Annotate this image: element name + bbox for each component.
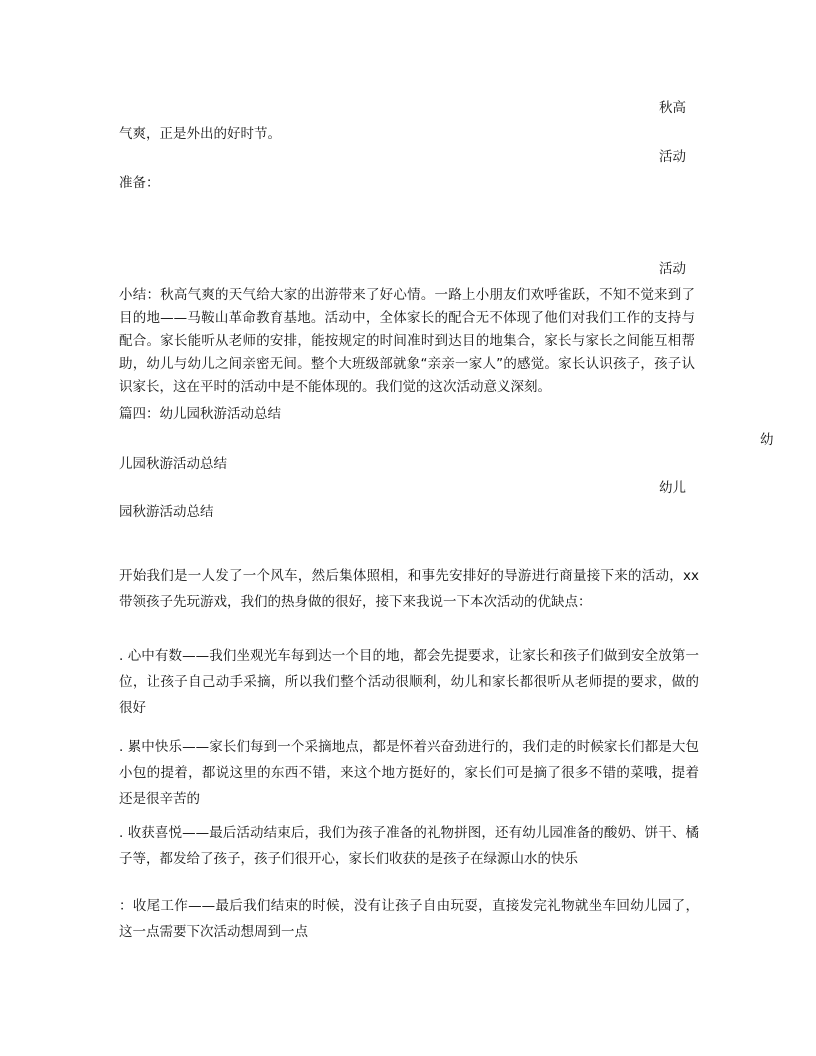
intro-paragraph: 开始我们是一人发了一个风车，然后集体照相，和事先安排好的导游进行商量接下来的活动，xx 带领孩子先玩游戏，我们的热身做的很好，接下来我说一下本次活动的优缺点： — [119, 568, 699, 610]
point-paragraph: ：收尾工作——最后我们结束的时候，没有让孩子自由玩耍，直接发完礼物就坐车回幼儿园了，这一点需要下次活动想周到一点 — [119, 898, 699, 940]
summary-paragraph: 小结：秋高气爽的天气给大家的出游带来了好心情。一路上小朋友们欢呼雀跃，不知不觉来到了目的地——马鞍山革命教育基地。活动中，全体家长的配合无不体现了他们对我们工作的支持与配合。家长能听从老师的安排，能按规定的时间准时到达目的地集合，家长与家长之间能互相帮助，幼儿与幼儿之间亲密无间。整个大班级部就象“亲亲一家人”的感觉。家长认识孩子，孩子认识家长，这在平时的活动中是不能体现的。我们觉的这次活动意义深刻。 — [119, 287, 695, 395]
text-line: 儿园秋游活动总结 — [119, 456, 227, 472]
section-heading: 篇四：幼儿园秋游活动总结 — [119, 406, 281, 422]
text-line: 准备： — [119, 175, 160, 191]
text-line: 气爽，正是外出的好时节。 — [119, 126, 281, 142]
text-line: 园秋游活动总结 — [119, 504, 214, 520]
text-fragment: 幼儿 — [659, 480, 686, 496]
text-fragment: 活动 — [659, 261, 686, 277]
text-fragment: 活动 — [659, 149, 686, 165]
text-fragment: 秋高 — [659, 100, 686, 116]
point-paragraph: . 累中快乐——家长们每到一个采摘地点，都是怀着兴奋劲进行的，我们走的时候家长们都是大包小包的提着，都说这里的东西不错，来这个地方挺好的，家长们可是摘了很多不错的菜哦，提着还是很辛苦的 — [119, 739, 699, 807]
point-paragraph: . 收获喜悦——最后活动结束后，我们为孩子准备的礼物拼图，还有幼儿园准备的酸奶、饼干、橘子等，都发给了孩子，孩子们很开心，家长们收获的是孩子在绿源山水的快乐 — [119, 825, 699, 867]
text-fragment: 幼 — [760, 432, 774, 448]
point-paragraph: . 心中有数——我们坐观光车每到达一个目的地，都会先提要求，让家长和孩子们做到安全放第一位，让孩子自己动手采摘，所以我们整个活动很顺利，幼儿和家长都很听从老师提的要求，做的很好 — [119, 648, 699, 716]
